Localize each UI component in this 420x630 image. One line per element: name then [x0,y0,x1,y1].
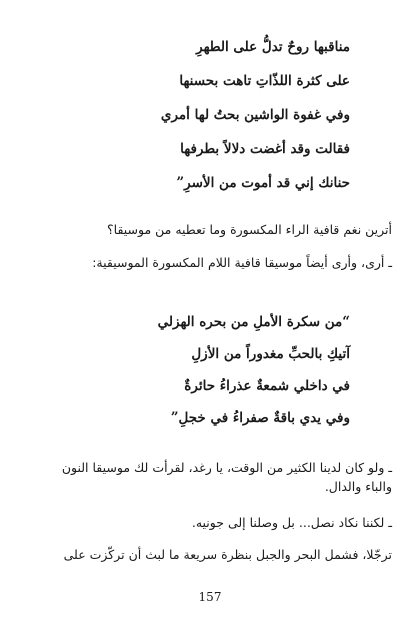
poem-verse: وفي غفوة الواشين بحتُ لها أمري [160,107,350,123]
paragraph: ـ ولو كان لدينا الكثير من الوقت، يا رغد، لقرأت لك موسيقا النون والباء والدال. [61,460,392,494]
paragraph: ـ لكننا نكاد نصل... بل وصلنا إلى جونيه. [191,515,392,530]
poem-verse: فقالت وقد أغضت دلالاً بطرفها [180,141,350,157]
poem-verse: آتيكِ بالحبِّ مغدوراً من الأزلِ [191,346,350,362]
paragraph: ترجّلا، فشمل البحر والجبل بنظرة سريعة ما لبث أن تركّزت على [63,547,392,562]
poem-verse: “من سكرة الأملِ من بحره الهزلي [157,314,350,330]
page-number: 157 [198,590,222,604]
poem-verse: في داخلي شمعةٌ عذراءُ حائرةٌ [184,378,350,394]
poem-verse: حنانك إني قد أموت من الأسرِ” [176,175,350,191]
poem-verse: وفي يدي باقةٌ صفراءُ في خجلِ” [170,410,350,426]
poem-verse: مناقبها روحٌ تدلُّ على الطهرِ [196,39,350,55]
paragraph: ـ أرى، وأرى أيضاً موسيقا قافية اللام المكسورة الموسيقية: [92,255,392,270]
poem-verse: على كثرة اللذّاتِ تاهت بحسنها [179,73,350,89]
paragraph: أترين نغم قافية الراء المكسورة وما تعطيه من موسيقا؟ [107,222,392,237]
